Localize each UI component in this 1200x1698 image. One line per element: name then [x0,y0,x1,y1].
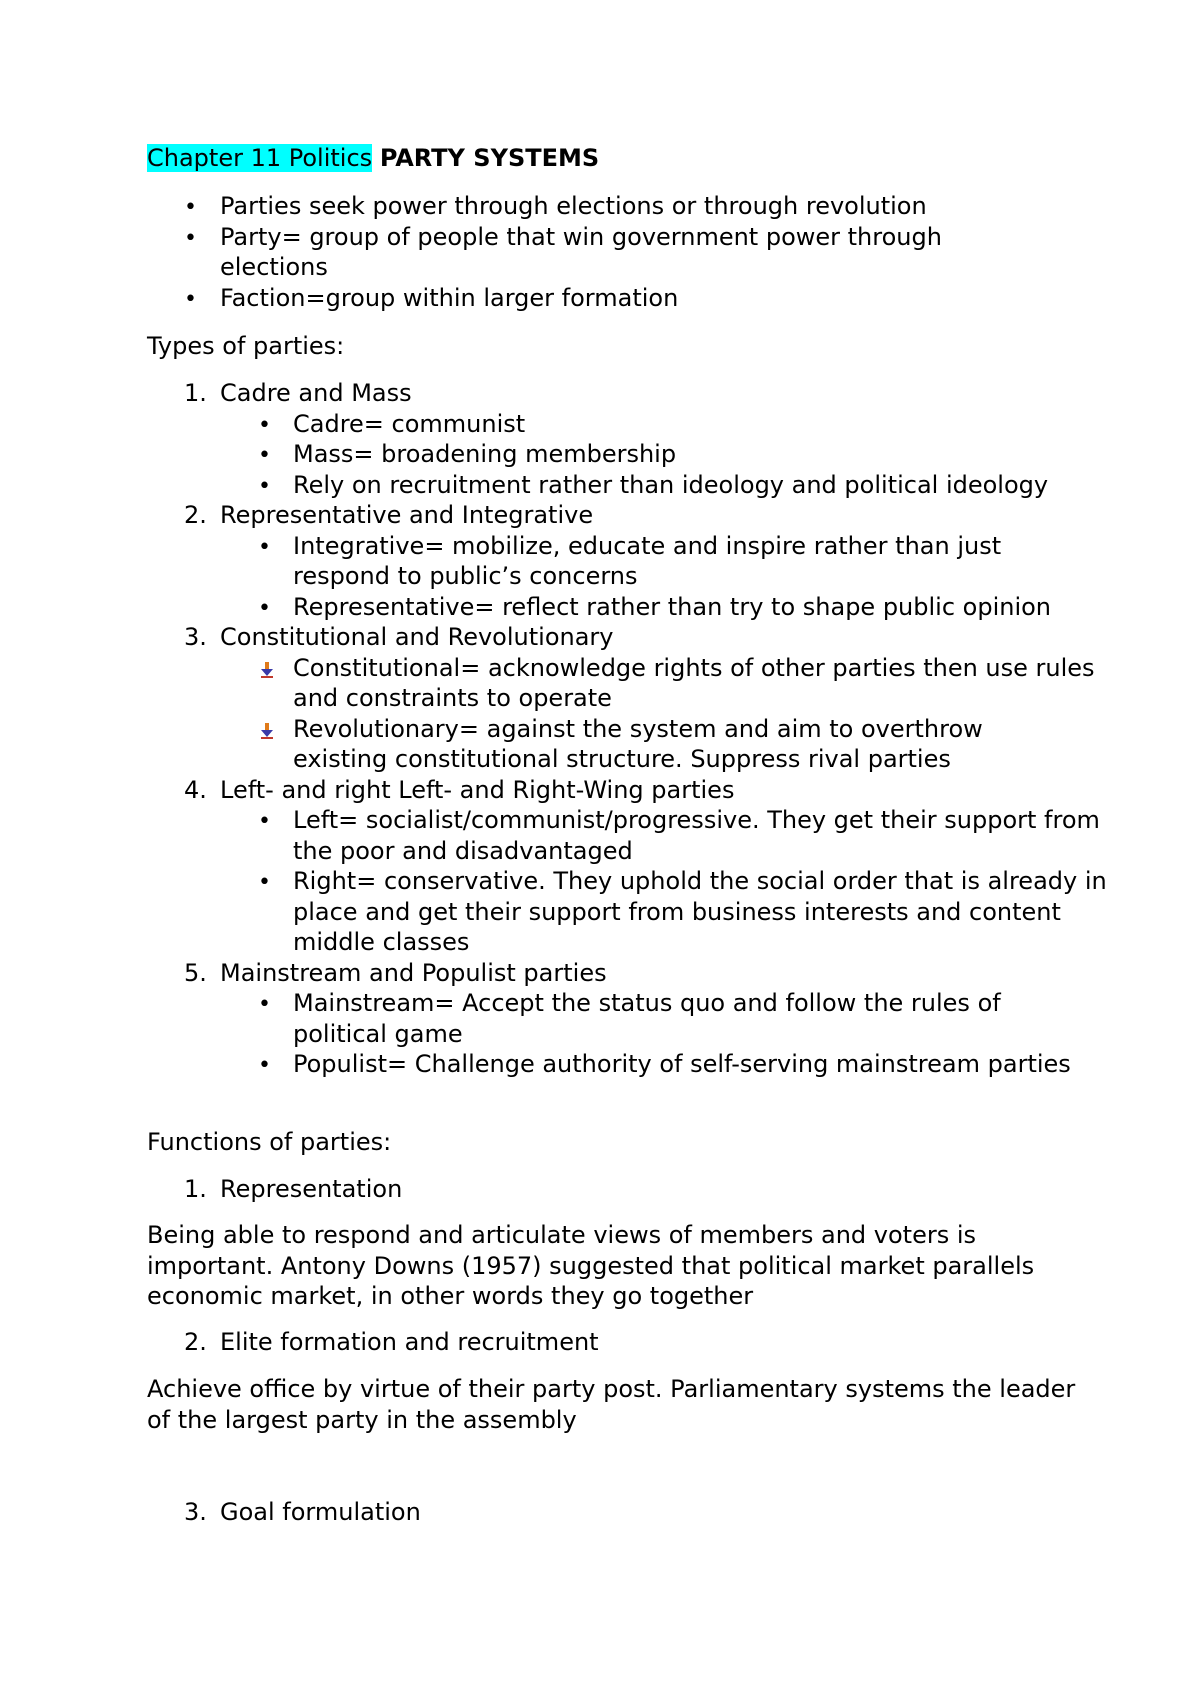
list-item: • Faction=group within larger formation [147,283,1080,314]
sub-list-item: • Integrative= mobilize, educate and inspire rather than just respond to public’s concerns [147,531,1140,592]
sub-list-item: • Mainstream= Accept the status quo and follow the rules of political game [147,988,1140,1049]
function-item-2 [147,1327,1080,1358]
bullet-icon [258,439,288,472]
numbered-item: 2. Elite formation and recruitment [184,1328,599,1356]
numbered-item: 5. Mainstream and Populist parties [184,958,607,987]
section-heading-types: Types of parties: [147,332,345,360]
function-paragraph-1: Being able to respond and articulate views of members and voters is important. Antony Downs (1957) suggested that political market parallels economic market, in other words they go together [147,1221,1035,1310]
sub-list-item: • Left= socialist/communist/progressive. They get their support from the poor and disadvantaged [147,805,1140,866]
sub-list-item: • Mass= broadening membership [147,439,1140,470]
intro-bullet-list [147,191,1080,313]
sub-list-item: • Rely on recruitment rather than ideology and political ideology [147,470,1140,501]
sub-list-item: Revolutionary= against the system and aim to overthrow existing constitutional structure. Suppress rival parties [147,714,1140,775]
numbered-item: 1. Cadre and Mass [184,379,412,407]
arrow-bullet-icon [258,714,288,745]
section-heading-functions: Functions of parties: [147,1128,392,1156]
function-paragraph-2: Achieve office by virtue of their party post. Parliamentary systems the leader of the largest party in the assembly [147,1375,1076,1434]
bullet-icon [184,191,214,224]
sub-list-item: Constitutional= acknowledge rights of other parties then use rules and constraints to operate [147,653,1140,714]
function-item-3 [147,1497,1080,1528]
numbered-item: 4. Left- and right Left- and Right-Wing parties [184,775,735,804]
arrow-bullet-icon [258,653,288,684]
bullet-icon [258,805,288,838]
bullet-icon [258,470,288,503]
bullet-icon [258,1049,288,1082]
title-bold: PARTY SYSTEMS [379,144,600,172]
bullet-icon [258,531,288,564]
page-title [147,143,1080,174]
list-item: • Party= group of people that win government power through elections [147,222,1080,283]
bullet-icon [184,222,214,255]
bullet-icon [258,866,288,899]
numbered-item: 3. Constitutional and Revolutionary [184,623,614,651]
sub-list-item: • Populist= Challenge authority of self-serving mainstream parties [147,1049,1140,1080]
types-list [147,378,1140,1080]
bullet-icon [258,409,288,442]
numbered-item: 3. Goal formulation [184,1498,421,1526]
bullet-icon [258,988,288,1021]
sub-list-item: • Right= conservative. They uphold the social order that is already in place and get their support from business interests and content middle classes [147,866,1140,958]
list-item: • Parties seek power through elections or through revolution [147,191,1080,222]
bullet-icon [184,283,214,316]
sub-list-item: • Cadre= communist [147,409,1140,440]
title-highlighted: Chapter 11 Politics [147,144,373,172]
numbered-item: 2. Representative and Integrative [184,501,594,529]
numbered-item: 1. Representation [184,1175,403,1203]
bullet-icon [258,592,288,625]
sub-list-item: • Representative= reflect rather than try to shape public opinion [147,592,1140,623]
function-item-1 [147,1174,1080,1205]
